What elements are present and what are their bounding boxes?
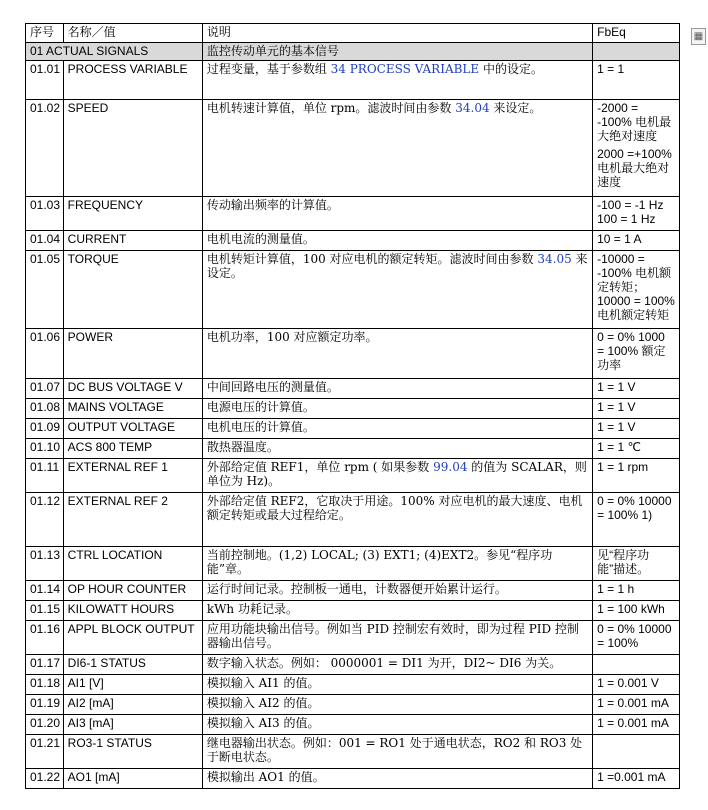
param-index: 01.18 [26,675,64,695]
parameter-reference-link[interactable]: 34.05 [537,252,572,266]
group-row [26,43,680,61]
param-fbeq [593,601,680,621]
param-index: 01.09 [26,419,64,439]
param-fbeq [593,735,680,769]
param-fbeq [593,419,680,439]
param-description [202,769,592,789]
table-icon[interactable]: ▦ [691,28,706,45]
param-description [202,547,592,581]
parameter-table [25,23,680,789]
param-fbeq [593,715,680,735]
table-row [26,439,680,459]
param-index: 01.11 [26,459,64,493]
fbeq-value: 0 = 0% 10000 = 100% 1) [597,494,672,522]
fbeq-value: 1 =0.001 mA [597,770,666,784]
param-name: CURRENT [63,231,202,251]
table-row [26,769,680,789]
param-description [202,251,592,329]
table-row [26,493,680,547]
param-index: 01.04 [26,231,64,251]
header-index: 序号 [26,24,64,43]
description-text: 电机电流的测量值。 [206,232,315,246]
param-index: 01.10 [26,439,64,459]
description-text: 电机电压的计算值。 [206,420,315,434]
table-row [26,100,680,197]
fbeq-value: -10000 = -100% 电机额定转矩；10000 = 100% 电机额定转矩 [597,252,675,322]
fbeq-value: -2000 = -100% 电机最大绝对速度 [597,101,672,143]
fbeq-value: 1 = 1 V [597,420,636,434]
fbeq-value-2: 2000 =+100% 电机最大绝对速度 [597,147,672,189]
param-name: EXTERNAL REF 2 [63,493,202,547]
param-name: AI3 [mA] [63,715,202,735]
description-text: 外部给定值 REF2，它取决于用途。100% 对应电机的最大速度、电机额定转矩或最大过程给定。 [206,494,583,522]
param-fbeq [593,695,680,715]
fbeq-value: 1 = 1 rpm [597,460,649,474]
param-index: 01.03 [26,197,64,231]
fbeq-value: 1 = 0.001 mA [597,696,669,710]
param-name: MAINS VOLTAGE [63,399,202,419]
header-fbeq: FbEq [593,24,680,43]
param-description [202,459,592,493]
fbeq-value: 1 = 1 [597,62,625,76]
param-index: 01.14 [26,581,64,601]
param-fbeq [593,231,680,251]
param-index: 01.07 [26,379,64,399]
param-fbeq [593,493,680,547]
description-text: 运行时间记录。控制板一通电，计数器便开始累计运行。 [206,582,507,596]
param-name: OP HOUR COUNTER [63,581,202,601]
param-name: CTRL LOCATION [63,547,202,581]
fbeq-value: -100 = -1 Hz 100 = 1 Hz [597,198,664,226]
description-text: 模拟输出 AO1 的值。 [206,770,325,784]
param-fbeq [593,547,680,581]
table-row [26,197,680,231]
param-description [202,419,592,439]
fbeq-value: 1 = 100 kWh [597,602,665,616]
param-description [202,379,592,399]
param-index: 01.08 [26,399,64,419]
param-description [202,601,592,621]
param-name: DI6-1 STATUS [63,655,202,675]
param-index: 01.01 [26,61,64,100]
param-fbeq [593,459,680,493]
param-description [202,715,592,735]
param-name: TORQUE [63,251,202,329]
fbeq-value: 0 = 0% 10000 = 100% [597,622,672,650]
param-name: AI2 [mA] [63,695,202,715]
param-name: DC BUS VOLTAGE V [63,379,202,399]
description-text: 电源电压的计算值。 [206,400,315,414]
parameter-reference-link[interactable]: 34 PROCESS VARIABLE [330,62,480,76]
param-description [202,655,592,675]
table-row [26,459,680,493]
param-index: 01.02 [26,100,64,197]
group-description: 监控传动单元的基本信号 [202,43,592,61]
param-index: 01.05 [26,251,64,329]
description-text: kWh 功耗记录。 [206,602,298,616]
table-row [26,735,680,769]
param-description [202,100,592,197]
table-row [26,715,680,735]
table-row [26,675,680,695]
fbeq-value: 0 = 0% 1000 = 100% 额定功率 [597,330,666,372]
param-name: POWER [63,329,202,379]
param-name: KILOWATT HOURS [63,601,202,621]
param-index: 01.19 [26,695,64,715]
fbeq-value: 1 = 1 ℃ [597,440,641,454]
table-header [26,24,680,43]
description-text: 电机转速计算值，单位 rpm。滤波时间由参数 [206,101,456,115]
description-text-tail: 来设定。 [489,101,542,115]
param-index: 01.13 [26,547,64,581]
table-row [26,251,680,329]
param-fbeq [593,100,680,197]
param-description [202,621,592,655]
description-text: 应用功能块输出信号。例如当 PID 控制宏有效时，即为过程 PID 控制器输出信号。 [206,622,579,650]
param-index: 01.21 [26,735,64,769]
description-text: 外部给定值 REF1，单位 rpm ( 如果参数 [206,460,434,474]
param-index: 01.17 [26,655,64,675]
param-index: 01.16 [26,621,64,655]
description-text: 过程变量，基于参数组 [206,62,331,76]
param-fbeq [593,439,680,459]
table-row [26,655,680,675]
fbeq-value: 1 = 0.001 V [597,676,659,690]
param-description [202,581,592,601]
description-text: 电机转矩计算值，100 对应电机的额定转矩。滤波时间由参数 [206,252,538,266]
fbeq-value: 见“程序功能”描述。 [597,548,650,576]
description-text: 中间回路电压的测量值。 [206,380,339,394]
fbeq-value: 1 = 1 V [597,400,636,414]
description-text: 模拟输入 AI1 的值。 [206,676,320,690]
description-text-tail: 中的设定。 [479,62,543,76]
param-description [202,695,592,715]
table-row [26,419,680,439]
description-text: 散热器温度。 [206,440,279,454]
param-name: PROCESS VARIABLE [63,61,202,100]
param-index: 01.20 [26,715,64,735]
group-title: 01 ACTUAL SIGNALS [26,43,203,61]
param-fbeq [593,769,680,789]
param-description [202,329,592,379]
param-description [202,61,592,100]
fbeq-value: 10 = 1 A [597,232,642,246]
param-description [202,675,592,695]
table-row [26,329,680,379]
param-description [202,399,592,419]
param-fbeq [593,621,680,655]
description-text: 继电器输出状态。例如：001 = RO1 处于通电状态，RO2 和 RO3 处于断电状态。 [206,736,583,764]
param-name: AI1 [V] [63,675,202,695]
param-description [202,439,592,459]
description-text: 模拟输入 AI3 的值。 [206,716,320,730]
fbeq-value: 1 = 0.001 mA [597,716,669,730]
table-row [26,695,680,715]
param-fbeq [593,379,680,399]
param-name: AO1 [mA] [63,769,202,789]
parameter-reference-link[interactable]: 34.04 [455,101,490,115]
fbeq-value: 1 = 1 V [597,380,636,394]
table-row [26,581,680,601]
table-row [26,231,680,251]
table-row [26,399,680,419]
param-index: 01.12 [26,493,64,547]
description-text-tail: 来设定。 [206,252,588,280]
param-name: FREQUENCY [63,197,202,231]
description-text: 模拟输入 AI2 的值。 [206,696,320,710]
param-index: 01.22 [26,769,64,789]
description-text: 传动输出频率的计算值。 [206,198,339,212]
param-fbeq [593,329,680,379]
param-description [202,197,592,231]
table-row [26,547,680,581]
table-row [26,601,680,621]
param-fbeq [593,251,680,329]
fbeq-value: 1 = 1 h [597,582,635,596]
parameter-reference-link[interactable]: 99.04 [433,460,468,474]
table-row [26,379,680,399]
table-row [26,621,680,655]
param-fbeq [593,61,680,100]
param-fbeq [593,581,680,601]
param-index: 01.06 [26,329,64,379]
header-description: 说明 [202,24,592,43]
param-name: EXTERNAL REF 1 [63,459,202,493]
param-name: SPEED [63,100,202,197]
param-fbeq [593,197,680,231]
table-row [26,61,680,100]
group-fbeq [593,43,680,61]
param-name: APPL BLOCK OUTPUT [63,621,202,655]
param-index: 01.15 [26,601,64,621]
description-text-tail: 的值为 SCALAR，则单位为 Hz)。 [206,460,587,488]
description-text: 电机功率，100 对应额定功率。 [206,330,378,344]
param-name: ACS 800 TEMP [63,439,202,459]
param-description [202,493,592,547]
param-fbeq [593,399,680,419]
param-description [202,231,592,251]
description-text: 当前控制地。(1,2) LOCAL; (3) EXT1; (4)EXT2。参见“程序功能”章。 [206,548,553,576]
description-text: 数字输入状态。例如： 0000001 = DI1 为开，DI2~ DI6 为关。 [206,656,562,670]
param-name: OUTPUT VOLTAGE [63,419,202,439]
header-name: 名称／值 [63,24,202,43]
param-description [202,735,592,769]
param-name: RO3-1 STATUS [63,735,202,769]
param-fbeq [593,655,680,675]
param-fbeq [593,675,680,695]
